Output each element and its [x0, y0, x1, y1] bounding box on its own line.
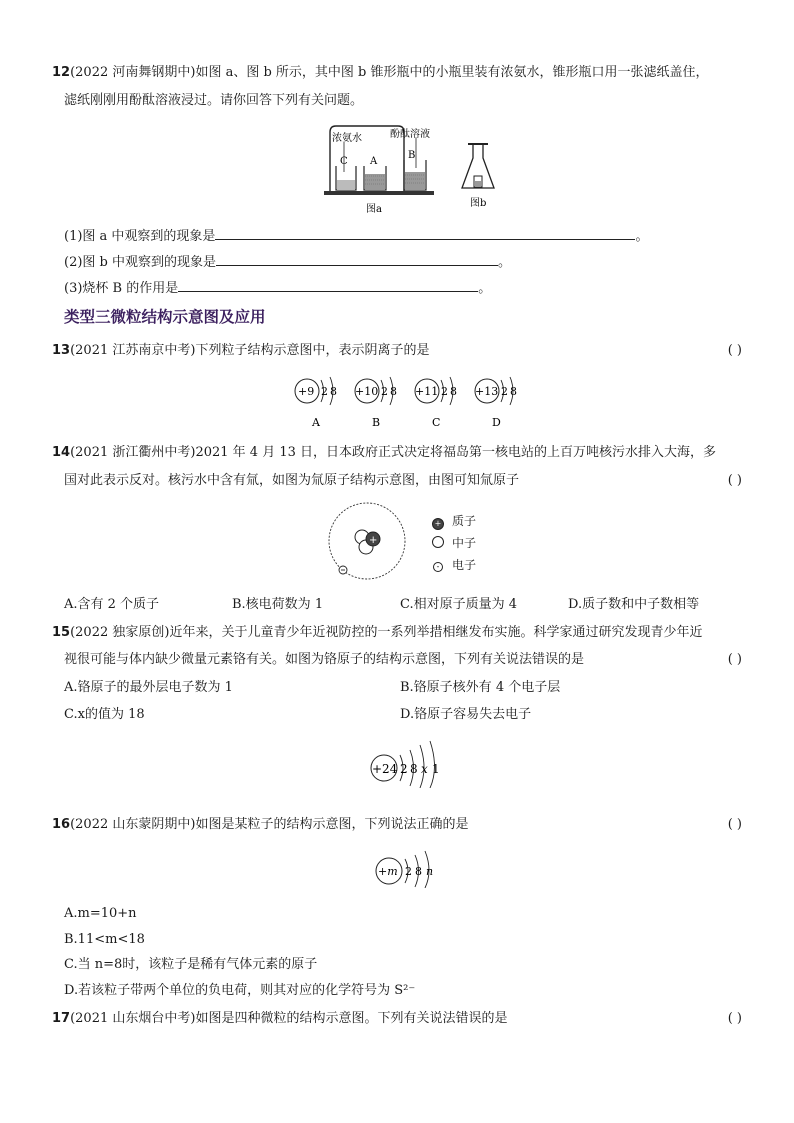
svg-text:8: 8	[510, 385, 517, 398]
q15-option-a[interactable]: A.铬原子的最外层电子数为 1	[64, 680, 233, 695]
answer-blank-2[interactable]	[216, 251, 498, 266]
q15-line2: 视很可能与体内缺少微量元素铬有关。如图为铬原子的结构示意图，下列有关说法错误的是	[64, 652, 585, 667]
q12-text-1: (2022 河南舞钢期中)如图 a、图 b 所示，其中图 b 锥形瓶中的小瓶里装有浓氨水，锥形瓶口用一张滤纸盖住，	[70, 65, 709, 80]
caption-a: 图a	[366, 204, 382, 215]
beaker-b	[404, 160, 426, 190]
question-number: 12	[52, 65, 71, 80]
q12-line1	[52, 63, 709, 83]
answer-paren[interactable]: ( )	[727, 652, 742, 667]
q14-option-b[interactable]: B.核电荷数为 1	[232, 597, 324, 612]
svg-text:8: 8	[410, 762, 418, 776]
label-phenolphthalein: 酚酞溶液	[390, 129, 430, 140]
answer-blank-1[interactable]	[215, 225, 635, 240]
q16-option-a[interactable]: A.m=10+n	[64, 906, 137, 921]
label-a: A	[370, 156, 378, 167]
svg-text:8: 8	[415, 865, 422, 878]
q16-line	[52, 815, 468, 835]
svg-text:+24: +24	[372, 762, 398, 776]
svg-text:+10: +10	[355, 385, 379, 398]
answer-paren[interactable]: ( )	[727, 1011, 742, 1026]
q15-option-c[interactable]: C.x的值为 18	[64, 707, 145, 722]
question-number: 13	[52, 343, 71, 358]
svg-text:+11: +11	[415, 385, 439, 398]
q14-line1	[52, 443, 716, 463]
q12-sub3: (3)烧杯 B 的作用是 。	[64, 277, 491, 299]
svg-text:2: 2	[381, 385, 388, 398]
q13-atom-diagrams	[290, 374, 530, 432]
q15-text-1: (2022 独家原创)近年来，关于儿童青少年近视防控的一系列举措相继发布实施。科学家通过研究发现青少年近	[70, 625, 703, 640]
option-c-diagram	[415, 377, 457, 429]
svg-text:n: n	[426, 865, 434, 878]
option-d-diagram	[475, 377, 517, 429]
svg-text:2: 2	[400, 762, 408, 776]
legend-electron: - 电子	[432, 554, 476, 576]
q15-option-b[interactable]: B.铬原子核外有 4 个电子层	[400, 680, 561, 695]
q14-option-a[interactable]: A.含有 2 个质子	[64, 597, 160, 612]
svg-text:+13: +13	[475, 385, 499, 398]
q12-line2: 滤纸刚刚用酚酞溶液浸过。请你回答下列有关问题。	[64, 93, 364, 108]
option-b-label: B	[372, 416, 381, 429]
label-ammonia: 浓氨水	[332, 133, 362, 144]
label-b: B	[408, 150, 416, 161]
q12-sub1: (1)图 a 中观察到的现象是 。	[64, 225, 648, 247]
svg-text:+: +	[369, 535, 378, 546]
option-a-label: A	[312, 416, 320, 429]
question-number: 15	[52, 625, 71, 640]
q15-option-d[interactable]: D.铬原子容易失去电子	[400, 707, 532, 722]
beaker-a	[364, 166, 386, 190]
q17-line	[52, 1009, 507, 1029]
chromium-atom-diagram	[368, 738, 452, 788]
question-number: 17	[52, 1011, 71, 1026]
q14-option-d[interactable]: D.质子数和中子数相等	[568, 597, 700, 612]
question-number: 14	[52, 445, 71, 460]
particle-diagram	[372, 848, 442, 888]
q13-text: (2021 江苏南京中考)下列粒子结构示意图中，表示阴离子的是	[70, 343, 430, 358]
caption-b: 图b	[470, 198, 487, 209]
base-plate	[324, 191, 434, 195]
svg-text:1: 1	[432, 762, 440, 776]
svg-text:8: 8	[390, 385, 397, 398]
svg-text:2: 2	[405, 865, 412, 878]
answer-paren[interactable]: ( )	[727, 817, 742, 832]
option-c-label: C	[432, 416, 441, 429]
legend-proton: + 质子	[432, 510, 476, 532]
svg-text:2: 2	[321, 385, 328, 398]
svg-text:2: 2	[441, 385, 448, 398]
svg-text:+m: +m	[378, 865, 398, 878]
q16-option-c[interactable]: C.当 n=8时，该粒子是稀有气体元素的原子	[64, 957, 318, 972]
figure-b-flask	[458, 136, 502, 218]
option-a-diagram	[295, 377, 337, 429]
q12-sub2: (2)图 b 中观察到的现象是 。	[64, 251, 511, 273]
q16-option-b[interactable]: B.11<m<18	[64, 932, 145, 947]
beaker-c	[336, 166, 356, 190]
section-title: 类型三微粒结构示意图及应用	[64, 308, 266, 326]
svg-text:8: 8	[330, 385, 337, 398]
figure-a-beakers	[318, 120, 438, 216]
q13-line	[52, 341, 429, 361]
answer-blank-3[interactable]	[178, 277, 478, 292]
tritium-atom-diagram	[326, 500, 408, 582]
legend-neutron: 中子	[432, 532, 476, 554]
q17-text: (2021 山东烟台中考)如图是四种微粒的结构示意图。下列有关说法错误的是	[70, 1011, 508, 1026]
option-b-diagram	[355, 377, 397, 429]
q14-option-c[interactable]: C.相对原子质量为 4	[400, 597, 518, 612]
svg-text:8: 8	[450, 385, 457, 398]
answer-paren[interactable]: ( )	[727, 343, 742, 358]
q14-line2: 国对此表示反对。核污水中含有氚，如图为氚原子结构示意图，由图可知氚原子	[64, 473, 520, 488]
atom-legend	[432, 510, 476, 576]
q16-text: (2022 山东蒙阴期中)如图是某粒子的结构示意图，下列说法正确的是	[70, 817, 469, 832]
q16-option-d[interactable]: D.若该粒子带两个单位的负电荷，则其对应的化学符号为 S²⁻	[64, 983, 416, 998]
q14-text-1: (2021 浙江衢州中考)2021 年 4 月 13 日，日本政府正式决定将福岛第一核电站的上百万吨核污水排入大海，多	[70, 445, 717, 460]
svg-text:2: 2	[501, 385, 508, 398]
svg-text:x: x	[421, 762, 428, 776]
question-number: 16	[52, 817, 71, 832]
q15-line1	[52, 623, 702, 643]
answer-paren[interactable]: ( )	[727, 473, 742, 488]
label-c: C	[340, 156, 348, 167]
svg-text:+9: +9	[298, 385, 315, 398]
option-d-label: D	[492, 416, 501, 429]
